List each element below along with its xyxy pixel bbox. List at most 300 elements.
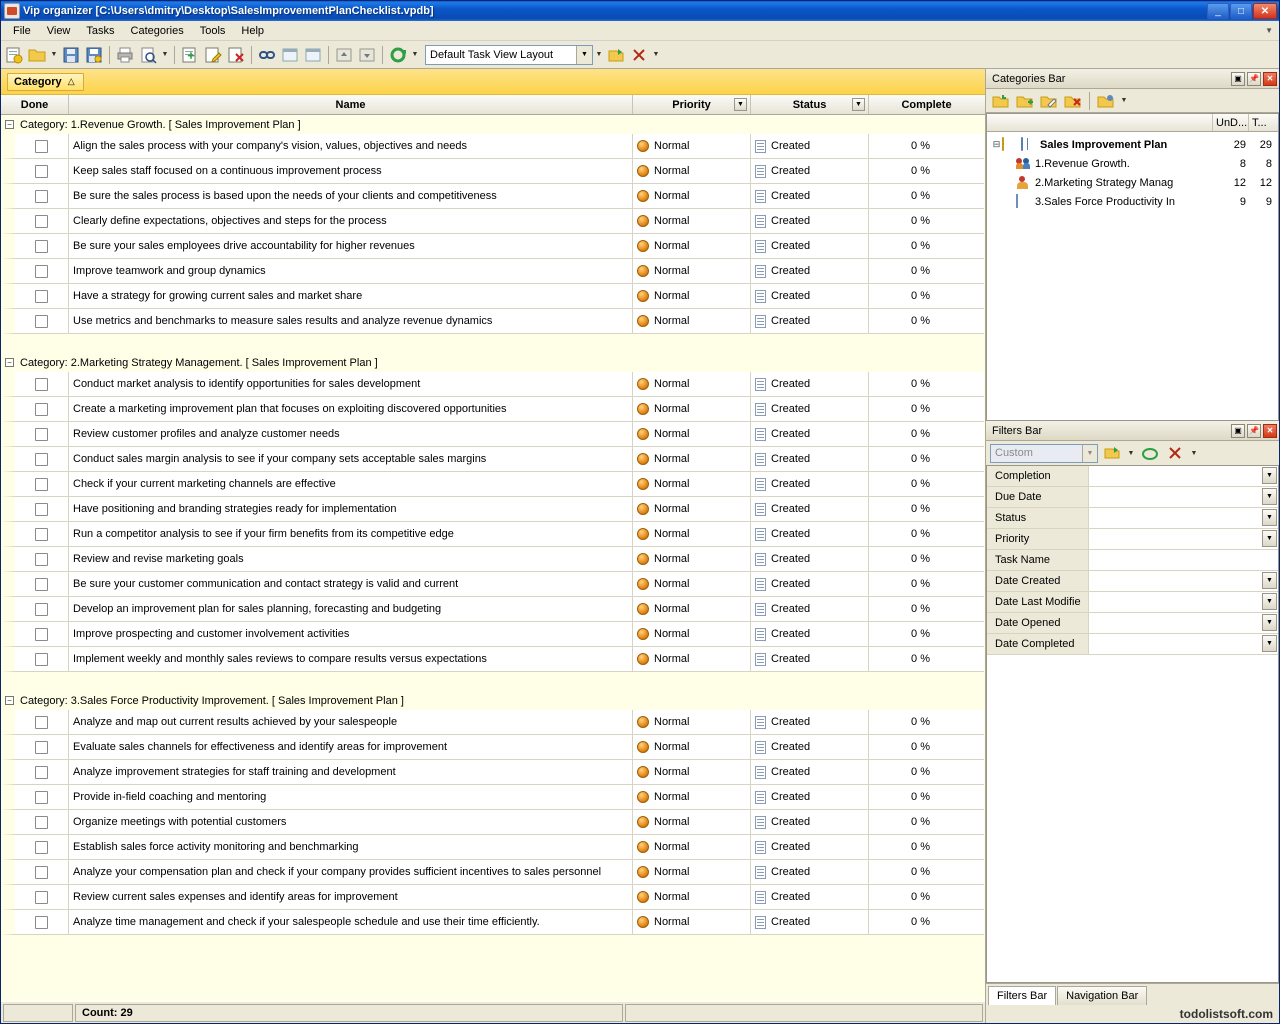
task-complete-cell[interactable]: 0 %: [869, 234, 984, 259]
task-done-cell[interactable]: [1, 622, 69, 647]
task-priority-cell[interactable]: [633, 447, 751, 472]
task-status-cell[interactable]: [751, 159, 869, 184]
done-checkbox[interactable]: [35, 478, 48, 491]
task-grid[interactable]: [1, 115, 985, 1001]
task-priority-cell[interactable]: [633, 497, 751, 522]
task-done-cell[interactable]: [1, 159, 69, 184]
task-complete-cell[interactable]: 0 %: [869, 835, 984, 860]
filter-row[interactable]: [987, 613, 1278, 634]
task-complete-cell[interactable]: 0 %: [869, 522, 984, 547]
categories-tree-container[interactable]: [986, 113, 1279, 421]
task-complete-cell[interactable]: 0 %: [869, 597, 984, 622]
filter-row[interactable]: [987, 592, 1278, 613]
task-name-cell[interactable]: Be sure your sales employees drive accountability for higher revenues: [69, 234, 633, 259]
done-checkbox[interactable]: [35, 528, 48, 541]
column-header-status[interactable]: [751, 95, 869, 114]
task-name-cell[interactable]: Provide in-field coaching and mentoring: [69, 785, 633, 810]
table-row[interactable]: [1, 184, 985, 209]
link-icon[interactable]: [256, 44, 278, 66]
table-row[interactable]: [1, 735, 985, 760]
filter-row[interactable]: [987, 550, 1278, 571]
table-row[interactable]: [1, 710, 985, 735]
category-options-icon[interactable]: [1095, 90, 1117, 112]
save-icon[interactable]: [60, 44, 82, 66]
task-done-cell[interactable]: [1, 522, 69, 547]
chevron-down-icon[interactable]: ▼: [1262, 593, 1277, 610]
table-row[interactable]: [1, 522, 985, 547]
task-complete-cell[interactable]: 0 %: [869, 309, 984, 334]
task-status-cell[interactable]: [751, 472, 869, 497]
done-checkbox[interactable]: [35, 215, 48, 228]
apply-filter-icon[interactable]: [1101, 442, 1123, 464]
collapse-toggle-icon[interactable]: −: [5, 358, 14, 367]
column-header-done[interactable]: Done: [1, 95, 69, 114]
task-name-cell[interactable]: Develop an improvement plan for sales planning, forecasting and budgeting: [69, 597, 633, 622]
task-status-cell[interactable]: [751, 184, 869, 209]
collapse-toggle-icon[interactable]: −: [5, 696, 14, 705]
task-status-cell[interactable]: [751, 309, 869, 334]
move-up-icon[interactable]: [333, 44, 355, 66]
task-priority-cell[interactable]: [633, 309, 751, 334]
task-done-cell[interactable]: [1, 572, 69, 597]
task-priority-cell[interactable]: [633, 259, 751, 284]
refresh-icon[interactable]: [387, 44, 409, 66]
filter-value-cell[interactable]: [1089, 634, 1278, 655]
task-priority-cell[interactable]: [633, 860, 751, 885]
group-header-row[interactable]: [1, 115, 985, 134]
task-status-cell[interactable]: [751, 422, 869, 447]
task-name-cell[interactable]: Clearly define expectations, objectives and steps for the process: [69, 209, 633, 234]
task-complete-cell[interactable]: 0 %: [869, 397, 984, 422]
open-file-icon[interactable]: [26, 44, 48, 66]
table-row[interactable]: [1, 447, 985, 472]
categories-col-total[interactable]: T...: [1248, 114, 1278, 131]
add-task-icon[interactable]: [179, 44, 201, 66]
column-header-complete[interactable]: Complete: [901, 98, 952, 111]
task-name-cell[interactable]: Analyze time management and check if your salespeople schedule and use their time efficiently.: [69, 910, 633, 935]
menu-tasks[interactable]: Tasks: [86, 24, 115, 37]
table-row[interactable]: [1, 234, 985, 259]
task-complete-cell[interactable]: 0 %: [869, 622, 984, 647]
task-done-cell[interactable]: [1, 785, 69, 810]
task-name-cell[interactable]: Establish sales force activity monitoring and benchmarking: [69, 835, 633, 860]
task-priority-cell[interactable]: [633, 422, 751, 447]
filters-bar-window-icon[interactable]: ▣: [1231, 424, 1245, 438]
task-complete-cell[interactable]: 0 %: [869, 209, 984, 234]
done-checkbox[interactable]: [35, 741, 48, 754]
task-name-cell[interactable]: Analyze and map out current results achieved by your salespeople: [69, 710, 633, 735]
task-status-cell[interactable]: [751, 910, 869, 935]
task-complete-cell[interactable]: 0 %: [869, 885, 984, 910]
filter-row[interactable]: [987, 487, 1278, 508]
task-status-cell[interactable]: [751, 860, 869, 885]
task-done-cell[interactable]: [1, 910, 69, 935]
print-preview-icon[interactable]: [137, 44, 159, 66]
done-checkbox[interactable]: [35, 140, 48, 153]
chevron-down-icon[interactable]: ▼: [1262, 572, 1277, 589]
tab-filters-bar[interactable]: Filters Bar: [988, 986, 1056, 1005]
tab-navigation-bar[interactable]: Navigation Bar: [1057, 986, 1147, 1005]
category-options-dropdown-icon[interactable]: ▼: [1120, 97, 1128, 104]
filters-bar-close-icon[interactable]: ✕: [1263, 424, 1277, 438]
done-checkbox[interactable]: [35, 578, 48, 591]
task-complete-cell[interactable]: 0 %: [869, 497, 984, 522]
table-row[interactable]: [1, 259, 985, 284]
menu-categories[interactable]: Categories: [130, 24, 184, 37]
chevron-down-icon[interactable]: ▼: [1262, 488, 1277, 505]
task-name-cell[interactable]: Analyze improvement strategies for staff training and development: [69, 760, 633, 785]
task-name-cell[interactable]: Analyze your compensation plan and check if your company provides sufficient incentives to sales personnel: [69, 860, 633, 885]
task-priority-cell[interactable]: [633, 522, 751, 547]
task-complete-cell[interactable]: 0 %: [869, 547, 984, 572]
filter-value-cell[interactable]: [1089, 529, 1278, 550]
task-complete-cell[interactable]: 0 %: [869, 447, 984, 472]
done-checkbox[interactable]: [35, 453, 48, 466]
task-priority-cell[interactable]: [633, 622, 751, 647]
table-row[interactable]: [1, 134, 985, 159]
task-done-cell[interactable]: [1, 835, 69, 860]
done-checkbox[interactable]: [35, 290, 48, 303]
table-row[interactable]: [1, 372, 985, 397]
group-header-row[interactable]: [1, 353, 985, 372]
task-done-cell[interactable]: [1, 209, 69, 234]
category-tree-item[interactable]: [987, 154, 1278, 173]
task-complete-cell[interactable]: 0 %: [869, 284, 984, 309]
category-tree-item[interactable]: [987, 192, 1278, 211]
task-status-cell[interactable]: [751, 522, 869, 547]
task-status-cell[interactable]: [751, 597, 869, 622]
menu-view[interactable]: View: [46, 24, 71, 37]
task-complete-cell[interactable]: 0 %: [869, 735, 984, 760]
table-row[interactable]: [1, 810, 985, 835]
filters-grid[interactable]: [986, 465, 1279, 983]
task-complete-cell[interactable]: 0 %: [869, 259, 984, 284]
task-status-cell[interactable]: [751, 622, 869, 647]
table-row[interactable]: [1, 835, 985, 860]
task-done-cell[interactable]: [1, 397, 69, 422]
table-row[interactable]: [1, 597, 985, 622]
task-name-cell[interactable]: Improve teamwork and group dynamics: [69, 259, 633, 284]
tree-expand-icon[interactable]: ⊟: [992, 139, 1001, 149]
categories-bar-close-icon[interactable]: ✕: [1263, 72, 1277, 86]
task-done-cell[interactable]: [1, 472, 69, 497]
task-done-cell[interactable]: [1, 259, 69, 284]
task-done-cell[interactable]: [1, 134, 69, 159]
done-checkbox[interactable]: [35, 428, 48, 441]
table-row[interactable]: [1, 422, 985, 447]
task-status-cell[interactable]: [751, 397, 869, 422]
done-checkbox[interactable]: [35, 240, 48, 253]
task-done-cell[interactable]: [1, 735, 69, 760]
filter-row[interactable]: [987, 571, 1278, 592]
remove-filter-icon[interactable]: [1164, 442, 1186, 464]
chevron-down-icon[interactable]: ▼: [1082, 445, 1097, 462]
task-priority-cell[interactable]: [633, 572, 751, 597]
done-checkbox[interactable]: [35, 653, 48, 666]
filter-value-cell[interactable]: [1089, 487, 1278, 508]
maximize-button[interactable]: □: [1230, 3, 1252, 19]
task-name-cell[interactable]: Use metrics and benchmarks to measure sales results and analyze revenue dynamics: [69, 309, 633, 334]
task-done-cell[interactable]: [1, 497, 69, 522]
table-row[interactable]: [1, 760, 985, 785]
new-subcategory-icon[interactable]: [1014, 90, 1036, 112]
filter-row[interactable]: [987, 634, 1278, 655]
chevron-down-icon[interactable]: ▼: [1262, 635, 1277, 652]
task-priority-cell[interactable]: [633, 547, 751, 572]
task-priority-cell[interactable]: [633, 159, 751, 184]
clear-filter-icon[interactable]: [1139, 442, 1161, 464]
collapse-toggle-icon[interactable]: −: [5, 120, 14, 129]
categories-col-undone[interactable]: UnD...: [1212, 114, 1248, 131]
task-name-cell[interactable]: Run a competitor analysis to see if your firm benefits from its competitive edge: [69, 522, 633, 547]
task-complete-cell[interactable]: 0 %: [869, 860, 984, 885]
task-complete-cell[interactable]: 0 %: [869, 760, 984, 785]
task-done-cell[interactable]: [1, 597, 69, 622]
table-row[interactable]: [1, 497, 985, 522]
table-row[interactable]: [1, 572, 985, 597]
filter-value-cell[interactable]: [1089, 592, 1278, 613]
minimize-button[interactable]: _: [1207, 3, 1229, 19]
print-icon[interactable]: [114, 44, 136, 66]
task-priority-cell[interactable]: [633, 397, 751, 422]
close-button[interactable]: ✕: [1253, 3, 1277, 19]
chevron-down-icon[interactable]: ▼: [1262, 530, 1277, 547]
task-complete-cell[interactable]: 0 %: [869, 810, 984, 835]
chevron-down-icon[interactable]: ▼: [1262, 614, 1277, 631]
layout-menu-dropdown-icon[interactable]: ▼: [652, 51, 660, 58]
new-category-icon[interactable]: [990, 90, 1012, 112]
filter-value-cell[interactable]: [1089, 550, 1278, 571]
task-status-cell[interactable]: [751, 234, 869, 259]
filters-bar-pin-icon[interactable]: 📌: [1247, 424, 1261, 438]
task-done-cell[interactable]: [1, 447, 69, 472]
task-name-cell[interactable]: Review customer profiles and analyze customer needs: [69, 422, 633, 447]
open-dropdown-icon[interactable]: ▼: [50, 51, 58, 58]
task-status-cell[interactable]: [751, 447, 869, 472]
filter-preset-combo[interactable]: [990, 444, 1098, 463]
task-priority-cell[interactable]: [633, 835, 751, 860]
task-done-cell[interactable]: [1, 647, 69, 672]
done-checkbox[interactable]: [35, 403, 48, 416]
task-done-cell[interactable]: [1, 710, 69, 735]
apply-layout-icon[interactable]: [605, 44, 627, 66]
task-complete-cell[interactable]: 0 %: [869, 134, 984, 159]
filter-value-cell[interactable]: [1089, 571, 1278, 592]
table-row[interactable]: [1, 309, 985, 334]
task-done-cell[interactable]: [1, 234, 69, 259]
task-view-layout-combo[interactable]: [425, 45, 593, 65]
chevron-down-icon[interactable]: ▼: [1262, 509, 1277, 526]
done-checkbox[interactable]: [35, 553, 48, 566]
task-status-cell[interactable]: [751, 885, 869, 910]
task-priority-cell[interactable]: [633, 234, 751, 259]
done-checkbox[interactable]: [35, 265, 48, 278]
task-done-cell[interactable]: [1, 422, 69, 447]
task-complete-cell[interactable]: 0 %: [869, 372, 984, 397]
task-name-cell[interactable]: Conduct market analysis to identify opportunities for sales development: [69, 372, 633, 397]
task-priority-cell[interactable]: [633, 647, 751, 672]
filter-value-cell[interactable]: [1089, 613, 1278, 634]
task-complete-cell[interactable]: 0 %: [869, 422, 984, 447]
task-done-cell[interactable]: [1, 184, 69, 209]
task-complete-cell[interactable]: 0 %: [869, 910, 984, 935]
done-checkbox[interactable]: [35, 716, 48, 729]
priority-filter-icon[interactable]: ▼: [734, 98, 747, 111]
group-by-band[interactable]: [1, 69, 985, 95]
task-priority-cell[interactable]: [633, 597, 751, 622]
clear-layout-icon[interactable]: [628, 44, 650, 66]
task-done-cell[interactable]: [1, 372, 69, 397]
task-status-cell[interactable]: [751, 735, 869, 760]
task-priority-cell[interactable]: [633, 885, 751, 910]
task-name-cell[interactable]: Improve prospecting and customer involvement activities: [69, 622, 633, 647]
task-priority-cell[interactable]: [633, 184, 751, 209]
task-complete-cell[interactable]: 0 %: [869, 647, 984, 672]
save-as-icon[interactable]: [83, 44, 105, 66]
chevron-down-icon[interactable]: ▼: [1262, 467, 1277, 484]
menu-overflow-icon[interactable]: ▼: [1265, 26, 1273, 35]
layout-extra-dropdown-icon[interactable]: ▼: [595, 51, 603, 58]
done-checkbox[interactable]: [35, 866, 48, 879]
task-status-cell[interactable]: [751, 372, 869, 397]
task-name-cell[interactable]: Keep sales staff focused on a continuous improvement process: [69, 159, 633, 184]
chevron-down-icon[interactable]: ▼: [576, 46, 592, 64]
task-complete-cell[interactable]: 0 %: [869, 472, 984, 497]
task-priority-cell[interactable]: [633, 710, 751, 735]
task-name-cell[interactable]: Create a marketing improvement plan that focuses on exploiting discovered opportunities: [69, 397, 633, 422]
task-done-cell[interactable]: [1, 760, 69, 785]
task-priority-cell[interactable]: [633, 785, 751, 810]
task-status-cell[interactable]: [751, 497, 869, 522]
filter-value-cell[interactable]: [1089, 508, 1278, 529]
task-name-cell[interactable]: Have a strategy for growing current sales and market share: [69, 284, 633, 309]
filter-row[interactable]: [987, 529, 1278, 550]
task-name-cell[interactable]: Align the sales process with your company's vision, values, objectives and needs: [69, 134, 633, 159]
task-name-cell[interactable]: Be sure your customer communication and contact strategy is valid and current: [69, 572, 633, 597]
delete-category-icon[interactable]: [1062, 90, 1084, 112]
table-row[interactable]: [1, 472, 985, 497]
apply-filter-dropdown-icon[interactable]: ▼: [1127, 449, 1135, 457]
done-checkbox[interactable]: [35, 190, 48, 203]
task-status-cell[interactable]: [751, 547, 869, 572]
table-row[interactable]: [1, 159, 985, 184]
task-done-cell[interactable]: [1, 309, 69, 334]
table-row[interactable]: [1, 885, 985, 910]
task-name-cell[interactable]: Evaluate sales channels for effectiveness and identify areas for improvement: [69, 735, 633, 760]
menu-file[interactable]: File: [13, 24, 31, 37]
menu-tools[interactable]: Tools: [199, 24, 226, 37]
task-status-cell[interactable]: [751, 134, 869, 159]
categories-bar-window-icon[interactable]: ▣: [1231, 72, 1245, 86]
group-header-row[interactable]: [1, 691, 985, 710]
table-row[interactable]: [1, 860, 985, 885]
done-checkbox[interactable]: [35, 628, 48, 641]
calendar-prev-icon[interactable]: [279, 44, 301, 66]
task-name-cell[interactable]: Organize meetings with potential customers: [69, 810, 633, 835]
edit-task-icon[interactable]: [202, 44, 224, 66]
task-status-cell[interactable]: [751, 710, 869, 735]
categories-tree[interactable]: [987, 132, 1278, 420]
table-row[interactable]: [1, 209, 985, 234]
calendar-next-icon[interactable]: [302, 44, 324, 66]
task-done-cell[interactable]: [1, 860, 69, 885]
done-checkbox[interactable]: [35, 891, 48, 904]
done-checkbox[interactable]: [35, 791, 48, 804]
task-complete-cell[interactable]: 0 %: [869, 184, 984, 209]
task-status-cell[interactable]: [751, 284, 869, 309]
task-status-cell[interactable]: [751, 259, 869, 284]
task-status-cell[interactable]: [751, 647, 869, 672]
done-checkbox[interactable]: [35, 603, 48, 616]
refresh-dropdown-icon[interactable]: ▼: [411, 51, 419, 58]
category-tree-item[interactable]: [987, 173, 1278, 192]
task-priority-cell[interactable]: [633, 910, 751, 935]
task-done-cell[interactable]: [1, 284, 69, 309]
task-name-cell[interactable]: Conduct sales margin analysis to see if your company sets acceptable sales margins: [69, 447, 633, 472]
done-checkbox[interactable]: [35, 916, 48, 929]
table-row[interactable]: [1, 910, 985, 935]
column-header-priority[interactable]: [633, 95, 751, 114]
sort-ascending-icon[interactable]: △: [67, 76, 75, 86]
table-row[interactable]: [1, 284, 985, 309]
task-done-cell[interactable]: [1, 885, 69, 910]
column-header-name[interactable]: Name: [69, 95, 633, 114]
task-complete-cell[interactable]: 0 %: [869, 785, 984, 810]
move-down-icon[interactable]: [356, 44, 378, 66]
delete-task-icon[interactable]: [225, 44, 247, 66]
done-checkbox[interactable]: [35, 165, 48, 178]
done-checkbox[interactable]: [35, 503, 48, 516]
task-priority-cell[interactable]: [633, 472, 751, 497]
task-complete-cell[interactable]: 0 %: [869, 572, 984, 597]
table-row[interactable]: [1, 647, 985, 672]
task-done-cell[interactable]: [1, 810, 69, 835]
task-status-cell[interactable]: [751, 572, 869, 597]
task-status-cell[interactable]: [751, 785, 869, 810]
task-priority-cell[interactable]: [633, 760, 751, 785]
task-complete-cell[interactable]: 0 %: [869, 159, 984, 184]
task-priority-cell[interactable]: [633, 209, 751, 234]
table-row[interactable]: [1, 547, 985, 572]
task-priority-cell[interactable]: [633, 134, 751, 159]
task-complete-cell[interactable]: 0 %: [869, 710, 984, 735]
print-dropdown-icon[interactable]: ▼: [161, 51, 169, 58]
task-name-cell[interactable]: Review and revise marketing goals: [69, 547, 633, 572]
task-priority-cell[interactable]: [633, 372, 751, 397]
table-row[interactable]: [1, 622, 985, 647]
group-by-chip-category[interactable]: [7, 73, 84, 91]
task-name-cell[interactable]: Be sure the sales process is based upon the needs of your clients and competitiveness: [69, 184, 633, 209]
task-name-cell[interactable]: Check if your current marketing channels are effective: [69, 472, 633, 497]
done-checkbox[interactable]: [35, 766, 48, 779]
task-status-cell[interactable]: [751, 760, 869, 785]
status-filter-icon[interactable]: ▼: [852, 98, 865, 111]
task-status-cell[interactable]: [751, 209, 869, 234]
filter-row[interactable]: [987, 466, 1278, 487]
done-checkbox[interactable]: [35, 315, 48, 328]
task-priority-cell[interactable]: [633, 810, 751, 835]
task-done-cell[interactable]: [1, 547, 69, 572]
task-status-cell[interactable]: [751, 835, 869, 860]
task-name-cell[interactable]: Have positioning and branding strategies ready for implementation: [69, 497, 633, 522]
new-task-icon[interactable]: [3, 44, 25, 66]
task-name-cell[interactable]: Review current sales expenses and identify areas for improvement: [69, 885, 633, 910]
done-checkbox[interactable]: [35, 378, 48, 391]
task-priority-cell[interactable]: [633, 735, 751, 760]
done-checkbox[interactable]: [35, 841, 48, 854]
menu-help[interactable]: Help: [241, 24, 265, 37]
categories-bar-pin-icon[interactable]: 📌: [1247, 72, 1261, 86]
